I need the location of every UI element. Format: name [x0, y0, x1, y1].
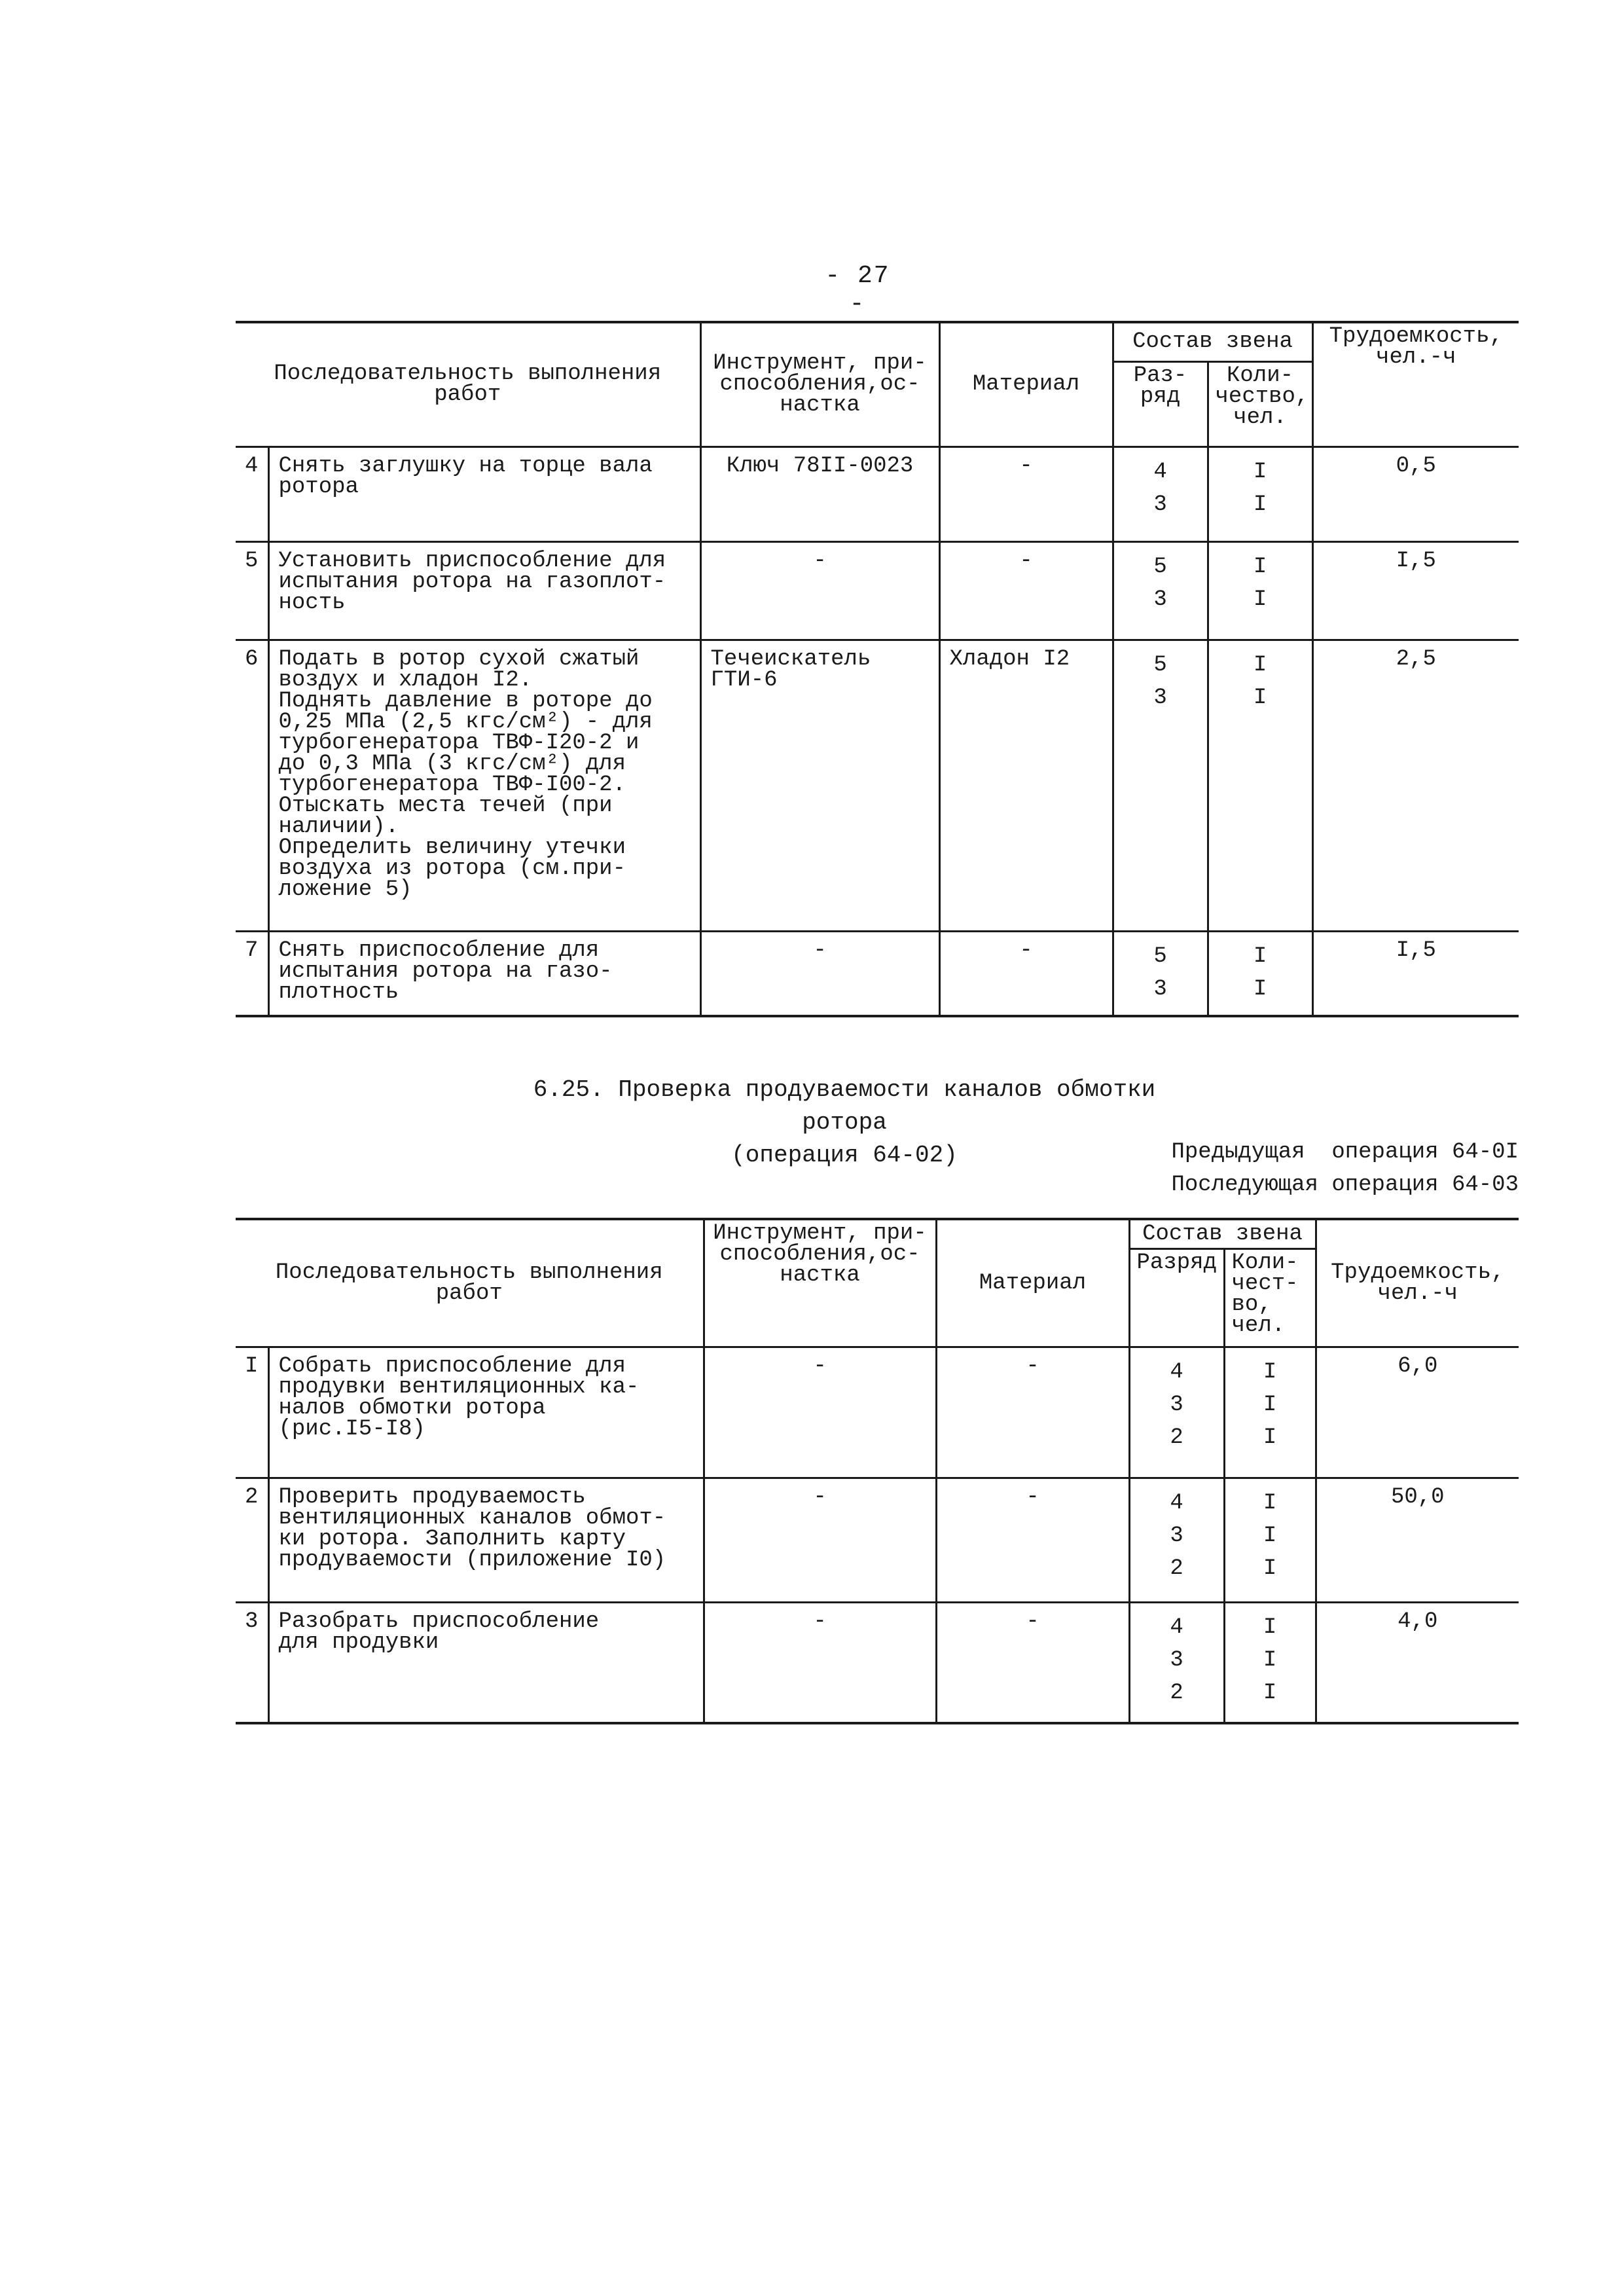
previous-operation: Предыдущая операция 64-0I	[1171, 1140, 1519, 1165]
section-title: 6.25. Проверка продуваемости каналов обмотки ротора	[533, 1076, 1156, 1136]
row-material: -	[936, 1478, 1129, 1602]
work-sequence-table-1	[236, 321, 1519, 1017]
row-number: 2	[236, 1478, 268, 1602]
row-material: -	[936, 1602, 1129, 1723]
row-description: Собрать приспособление для продувки вентиляционных ка- налов обмотки ротора (рис.I5-I8)	[268, 1347, 704, 1478]
table-row	[236, 931, 1519, 1016]
row-tool: -	[704, 1602, 936, 1723]
row-description: Проверить продуваемость вентиляционных каналов обмот- ки ротора. Заполнить карту продуваемости (приложение I0)	[268, 1478, 704, 1602]
row-ranks: 4 3 2	[1129, 1478, 1224, 1602]
table-row	[236, 1478, 1519, 1602]
next-operation: Последующая операция 64-03	[1171, 1173, 1519, 1197]
row-tool: Ключ 78II-0023	[700, 446, 939, 541]
header-material: Материал	[939, 322, 1113, 446]
row-number: 3	[236, 1602, 268, 1723]
row-material: -	[939, 931, 1113, 1016]
table-row	[236, 541, 1519, 640]
header-crew: Состав звена	[1113, 322, 1312, 361]
row-material: Хладон I2	[939, 640, 1113, 931]
row-tool: -	[704, 1478, 936, 1602]
row-description: Установить приспособление для испытания ротора на газоплот- ность	[268, 541, 700, 640]
row-material: -	[939, 541, 1113, 640]
table-row	[236, 640, 1519, 931]
header-tool: Инструмент, при- способления,ос- настка	[700, 322, 939, 446]
row-labor: 6,0	[1316, 1347, 1519, 1478]
page-number: - 27 -	[825, 262, 890, 318]
row-counts: I I I	[1224, 1347, 1316, 1478]
row-labor: 0,5	[1312, 446, 1519, 541]
row-ranks: 5 3	[1113, 931, 1208, 1016]
work-sequence-table-2	[236, 1218, 1519, 1724]
row-counts: I I I	[1224, 1478, 1316, 1602]
operation-links	[1113, 1136, 1519, 1201]
row-ranks: 4 3 2	[1129, 1602, 1224, 1723]
row-labor: 50,0	[1316, 1478, 1519, 1602]
row-description: Разобрать приспособление для продувки	[268, 1602, 704, 1723]
row-number: 7	[236, 931, 268, 1016]
row-number: I	[236, 1347, 268, 1478]
row-counts: I I	[1208, 446, 1312, 541]
row-counts: I I	[1208, 640, 1312, 931]
header-rank: Разряд	[1129, 1248, 1224, 1347]
header-count: Коли- чество, чел.	[1208, 361, 1312, 446]
header-sequence: Последовательность выполнения работ	[236, 322, 700, 446]
header-sequence: Последовательность выполнения работ	[236, 1219, 704, 1347]
row-labor: 4,0	[1316, 1602, 1519, 1723]
row-ranks: 4 3	[1113, 446, 1208, 541]
row-labor: I,5	[1312, 541, 1519, 640]
table-row	[236, 446, 1519, 541]
section-operation: (операция 64-02)	[731, 1142, 958, 1169]
header-tool: Инструмент, при- способления,ос- настка	[704, 1219, 936, 1347]
row-ranks: 4 3 2	[1129, 1347, 1224, 1478]
header-rank: Раз- ряд	[1113, 361, 1208, 446]
row-material: -	[936, 1347, 1129, 1478]
section-heading	[484, 1074, 1204, 1172]
row-number: 5	[236, 541, 268, 640]
row-tool: Течеискатель ГТИ-6	[700, 640, 939, 931]
header-labor: Трудоемкость, чел.-ч	[1316, 1219, 1519, 1347]
row-description: Снять приспособление для испытания ротора на газо- плотность	[268, 931, 700, 1016]
row-description: Снять заглушку на торце вала ротора	[268, 446, 700, 541]
row-ranks: 5 3	[1113, 640, 1208, 931]
row-counts: I I I	[1224, 1602, 1316, 1723]
row-number: 6	[236, 640, 268, 931]
row-tool: -	[700, 541, 939, 640]
row-labor: I,5	[1312, 931, 1519, 1016]
table-row	[236, 1602, 1519, 1723]
row-counts: I I	[1208, 931, 1312, 1016]
row-description: Подать в ротор сухой сжатый воздух и хладон I2. Поднять давление в роторе до 0,25 МПа (2,5 кгс/см²) - для турбогенератора ТВФ-I20-2 и до 0,3 МПа (3 кгс/см²) для турбогенератора ТВФ-I00-2. Отыскать места течей (при наличии). Определить величину утечки воздуха из ротора (см.при- ложение 5)	[268, 640, 700, 931]
row-tool: -	[700, 931, 939, 1016]
row-counts: I I	[1208, 541, 1312, 640]
row-material: -	[939, 446, 1113, 541]
row-ranks: 5 3	[1113, 541, 1208, 640]
row-tool: -	[704, 1347, 936, 1478]
row-labor: 2,5	[1312, 640, 1519, 931]
header-labor: Трудоемкость, чел.-ч	[1312, 322, 1519, 446]
header-material: Материал	[936, 1219, 1129, 1347]
header-count: Коли- чест- во, чел.	[1224, 1248, 1316, 1347]
row-number: 4	[236, 446, 268, 541]
header-crew: Состав звена	[1129, 1219, 1316, 1248]
table-row	[236, 1347, 1519, 1478]
